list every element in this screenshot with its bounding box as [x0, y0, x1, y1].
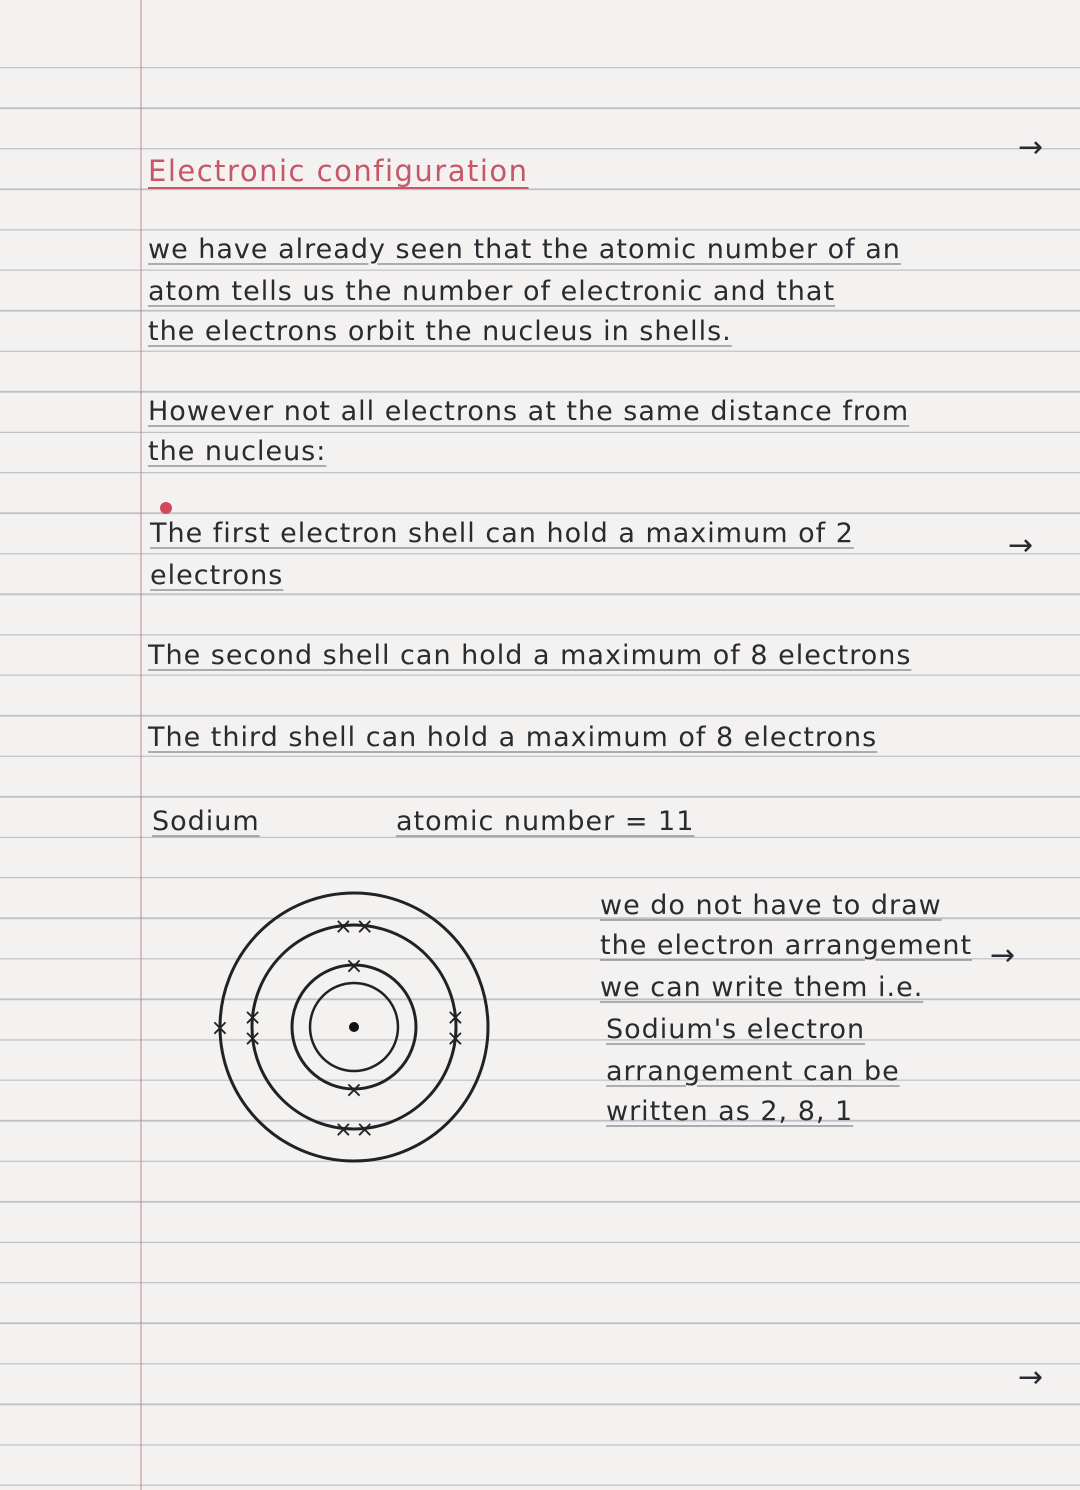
electron-shell-2: × [334, 1117, 353, 1143]
electron-shell-1: × [344, 954, 364, 979]
nucleus [349, 1022, 359, 1032]
intro-line-3: the electrons orbit the nucleus in shells. [148, 316, 732, 347]
note-line-3: we can write them i.e. [600, 972, 924, 1003]
electron-shell-1: × [344, 1078, 364, 1103]
electron-shell-3: × [210, 1016, 230, 1041]
electron-shell-2: × [355, 914, 374, 940]
intro-line-1: we have already seen that the atomic number of an [148, 234, 901, 265]
electron-shell-2: × [243, 1026, 262, 1052]
note-line-4: Sodium's electron [606, 1014, 866, 1045]
electron-shell-2: × [243, 1005, 262, 1031]
first-shell-line-2: electrons [150, 560, 284, 591]
arrow-icon: → [1018, 130, 1044, 165]
arrow-icon: → [1008, 528, 1034, 563]
second-shell-line: The second shell can hold a maximum of 8 electrons [148, 640, 912, 671]
arrow-icon: → [1018, 1360, 1044, 1395]
however-line-1: However not all electrons at the same distance from [148, 396, 910, 427]
element-name: Sodium [152, 806, 260, 837]
note-line-2: the electron arrangement [600, 930, 973, 961]
page-title: Electronic configuration [148, 154, 529, 188]
atomic-number-label: atomic number = 11 [396, 806, 695, 837]
third-shell-line: The third shell can hold a maximum of 8 electrons [148, 722, 878, 753]
arrow-icon: → [990, 938, 1016, 973]
note-line-5: arrangement can be [606, 1056, 900, 1087]
electron-shell-2: × [446, 1026, 465, 1052]
electron-shell-2: × [334, 914, 353, 940]
however-line-2: the nucleus: [148, 436, 327, 467]
electron-shell-2: × [446, 1005, 465, 1031]
electron-shell-2: × [355, 1117, 374, 1143]
note-line-6: written as 2, 8, 1 [606, 1096, 854, 1127]
first-shell-line-1: The first electron shell can hold a maximum of 2 [150, 518, 854, 549]
intro-line-2: atom tells us the number of electronic and that [148, 276, 836, 307]
note-line-1: we do not have to draw [600, 890, 942, 921]
